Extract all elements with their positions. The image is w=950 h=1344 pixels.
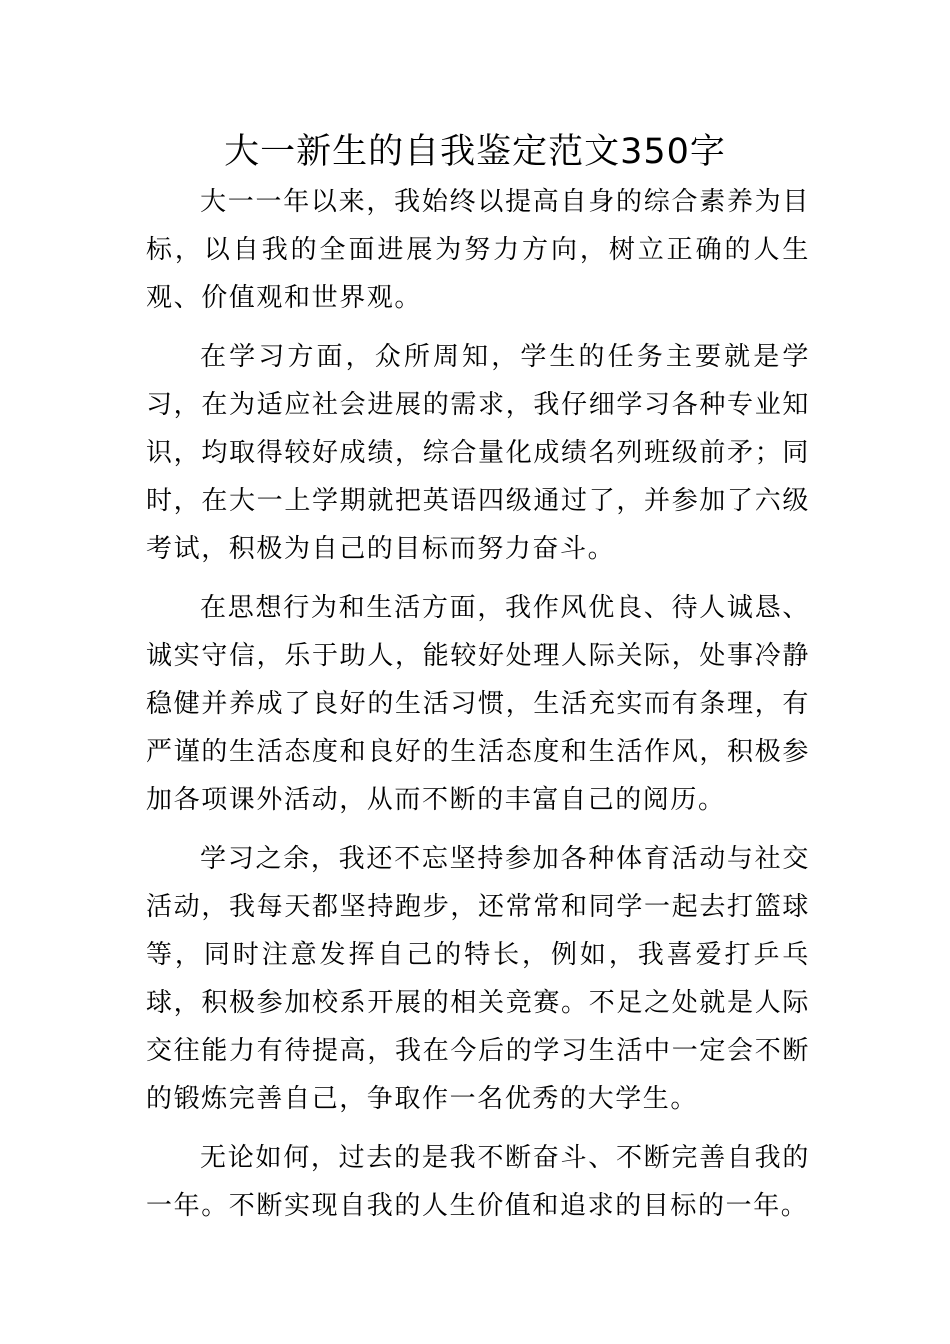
paragraph-5: 无论如何，过去的是我不断奋斗、不断完善自我的一年。不断实现自我的人生价值和追求的目标的一年。 (146, 1143, 810, 1221)
paragraph-4: 学习之余，我还不忘坚持参加各种体育活动与社交活动，我每天都坚持跑步，还常常和同学一起去打篮球等，同时注意发挥自己的特长，例如，我喜爱打乒乓球，积极参加校系开展的相关竞赛。不足之处就是人际交往能力有待提高，我在今后的学习生活中一定会不断的锻炼完善自己，争取作一名优秀的大学生。 (146, 844, 810, 1114)
paragraph-1: 大一一年以来，我始终以提高自身的综合素养为目标，以自我的全面进展为努力方向，树立正确的人生观、价值观和世界观。 (146, 187, 810, 313)
document-title: 大一新生的自我鉴定范文350字 (224, 132, 726, 172)
document-body (146, 178, 810, 1241)
paragraph-2: 在学习方面，众所周知，学生的任务主要就是学习，在为适应社会进展的需求，我仔细学习各种专业知识，均取得较好成绩，综合量化成绩名列班级前矛；同时，在大一上学期就把英语四级通过了，并参加了六级考试，积极为自己的目标而努力奋斗。 (146, 342, 810, 564)
paragraph-3: 在思想行为和生活方面，我作风优良、待人诚恳、诚实守信，乐于助人，能较好处理人际关际，处事冷静稳健并养成了良好的生活习惯，生活充实而有条理，有严谨的生活态度和良好的生活态度和生活作风，积极参加各项课外活动，从而不断的丰富自己的阅历。 (146, 593, 810, 815)
